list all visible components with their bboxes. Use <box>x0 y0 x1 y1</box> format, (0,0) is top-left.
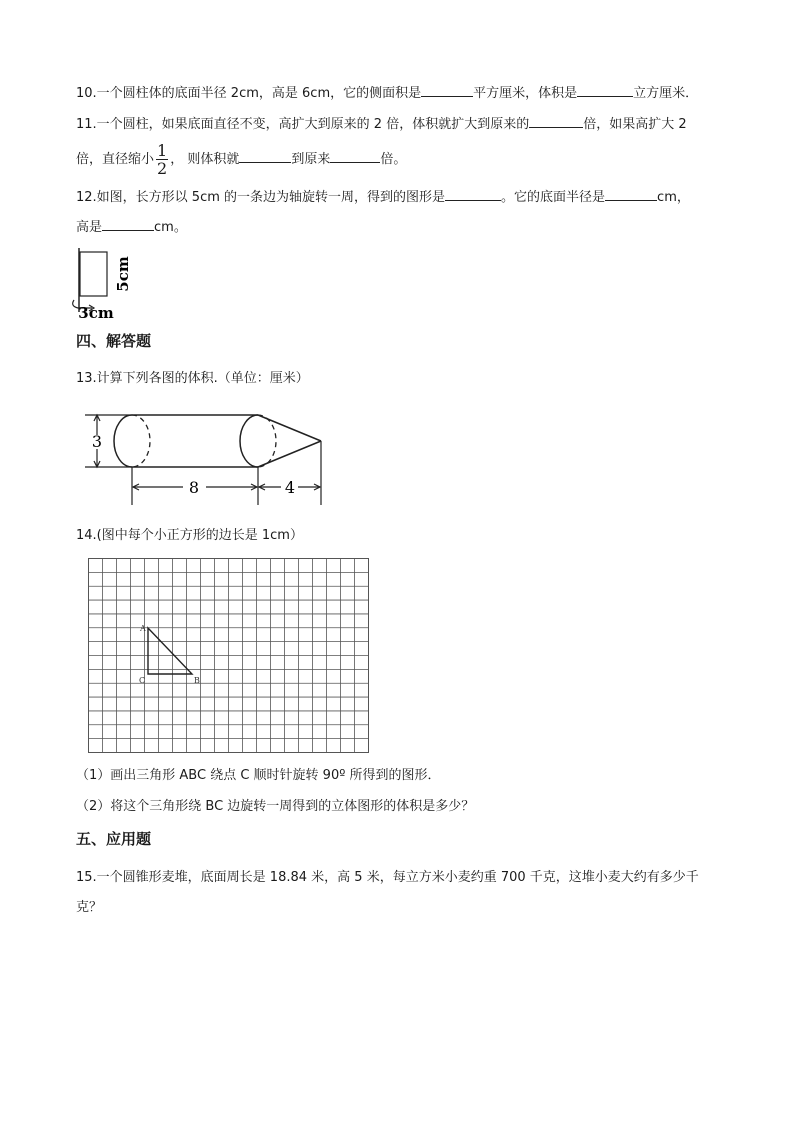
q10-blank-1[interactable] <box>421 84 473 97</box>
q12-blank-3[interactable] <box>102 218 154 231</box>
q12-blank-2[interactable] <box>605 188 657 201</box>
q11-text-d: ， 则体积就 <box>170 152 240 167</box>
cone-top-edge <box>258 415 321 441</box>
q11-text-a: 11.一个圆柱，如果底面直径不变，高扩大到原来的 2 倍，体积就扩大到原来的 <box>76 117 530 132</box>
question-15-line-2: 克？ <box>76 900 103 915</box>
question-11-line-2 <box>76 142 406 177</box>
q11-text-c: 倍，直径缩小 <box>76 152 155 167</box>
cone-bottom-edge <box>258 441 321 467</box>
section-5-heading: 五、应用题 <box>76 830 152 848</box>
q11-text-e: 到原来 <box>291 152 331 167</box>
q12-text-e: cm。 <box>154 220 187 235</box>
question-14-part-2: （2）将这个三角形绕 BC 边旋转一周得到的立体图形的体积是多少？ <box>76 799 475 814</box>
cylinder-length-label: 8 <box>188 478 200 497</box>
question-12-line-1 <box>76 188 690 207</box>
q10-text-c: 立方厘米． <box>633 86 699 101</box>
q10-text-a: 10.一个圆柱体的底面半径 2cm，高是 6cm，它的侧面积是 <box>76 86 422 101</box>
question-12-line-2 <box>76 218 187 237</box>
q11-blank-2[interactable] <box>239 150 291 163</box>
q11-text-b: 倍，如果高扩大 2 <box>583 117 687 132</box>
grid-lines <box>89 559 369 753</box>
question-11-line-1 <box>76 115 687 134</box>
q12-text-c: cm， <box>657 190 690 205</box>
rectangle-shape <box>80 252 107 296</box>
question-14-part-1: （1）画出三角形 ABC 绕点 C 顺时针旋转 90º 所得到的图形． <box>76 768 441 783</box>
cylinder-left-base <box>114 415 132 467</box>
point-b-label: B <box>194 676 200 685</box>
triangle-abc <box>148 628 192 674</box>
height-label: 5cm <box>114 256 132 292</box>
section-4-heading: 四、解答题 <box>76 332 152 350</box>
question-10 <box>76 84 698 103</box>
question-15-line-1: 15.一个圆锥形麦堆，底面周长是 18.84 米，高 5 米，每立方米小麦约重 700 千克，这堆小麦大约有多少千 <box>76 870 699 885</box>
q11-text-f: 倍。 <box>380 152 407 167</box>
question-13: 13.计算下列各图的体积.（单位：厘米） <box>76 371 309 386</box>
cylinder-right-base <box>240 415 258 467</box>
q11-blank-1[interactable] <box>529 115 583 128</box>
square-grid <box>88 558 370 754</box>
q10-blank-2[interactable] <box>577 84 633 97</box>
diameter-label: 3 <box>91 432 103 451</box>
cone-height-label: 4 <box>284 478 296 497</box>
point-c-label: C <box>139 676 146 685</box>
q11-blank-3[interactable] <box>330 150 380 163</box>
width-label: 3cm <box>78 304 114 320</box>
q10-text-b: 平方厘米，体积是 <box>473 86 578 101</box>
cylinder-cone-figure <box>80 405 335 509</box>
q12-blank-1[interactable] <box>445 188 501 201</box>
rectangle-rotation-figure <box>70 246 145 320</box>
q12-text-a: 12.如图，长方形以 5cm 的一条边为轴旋转一周，得到的图形是 <box>76 190 446 205</box>
q12-text-d: 高是 <box>76 220 103 235</box>
q12-text-b: 。它的底面半径是 <box>501 190 606 205</box>
point-a-label: A <box>140 624 146 633</box>
one-half-fraction: $\frac{1}{2}$ <box>157 141 168 178</box>
question-14: 14.(图中每个小正方形的边长是 1cm） <box>76 528 303 543</box>
